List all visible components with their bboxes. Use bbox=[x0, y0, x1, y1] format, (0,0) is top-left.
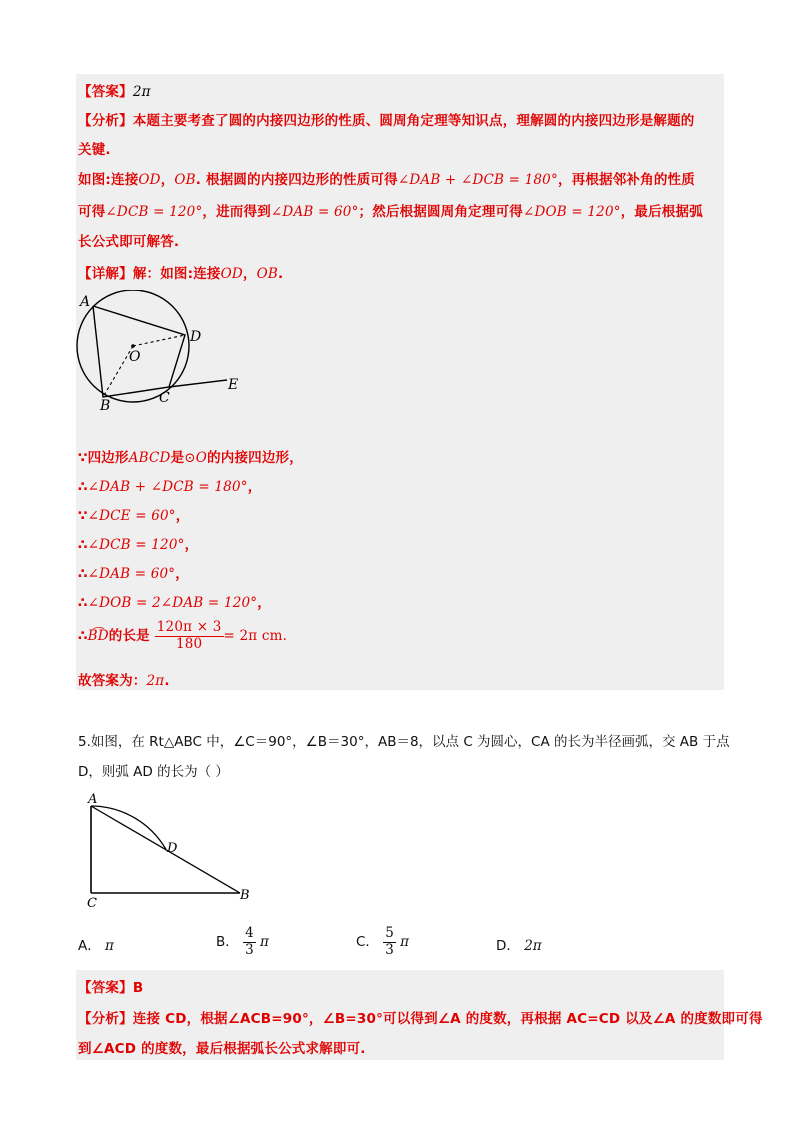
analysis-label: 【分析】 bbox=[78, 113, 133, 129]
p3-text-a: 如图:连接 bbox=[78, 172, 139, 188]
s1-circle-o: ⊙O bbox=[184, 450, 208, 466]
p4-equation-2: ∠DAB = 60° bbox=[270, 204, 359, 220]
p4-equation-3: ∠DOB = 120° bbox=[522, 204, 621, 220]
p3-ob: OB bbox=[174, 172, 196, 188]
detail-end: . bbox=[278, 266, 284, 282]
p4-text-b: ，进而得到 bbox=[202, 204, 271, 220]
option-d-letter: D． bbox=[496, 938, 520, 954]
s8-end: . bbox=[164, 673, 170, 689]
s2-therefore: ∴ bbox=[78, 479, 88, 495]
analysis-line-4 bbox=[78, 200, 703, 220]
option-d[interactable] bbox=[496, 934, 542, 954]
option-a-value: π bbox=[105, 938, 114, 954]
answer-value: 2π bbox=[132, 84, 151, 100]
detail-comma: ， bbox=[242, 266, 257, 282]
step-1 bbox=[78, 446, 303, 466]
analysis-text-1: 本题主要考查了圆的内接四边形的性质、圆周角定理等知识点，理解圆的内接四边形是解题的 bbox=[132, 113, 695, 129]
s1-text-a: ∵四边形 bbox=[78, 450, 129, 466]
option-b-numerator: 4 bbox=[245, 925, 254, 941]
step-2 bbox=[78, 475, 261, 495]
s5-equation: ∠DAB = 60° bbox=[87, 566, 176, 582]
step-8 bbox=[78, 669, 170, 689]
option-c[interactable] bbox=[356, 926, 409, 958]
s4-equation: ∠DCB = 120° bbox=[87, 537, 185, 553]
label-e: E bbox=[228, 377, 239, 393]
detail-text: 解：如图:连接 bbox=[132, 266, 221, 282]
step-7 bbox=[78, 620, 287, 652]
s8-text: 故答案为： bbox=[78, 673, 147, 689]
center-dot bbox=[131, 344, 135, 348]
label-b: B bbox=[100, 398, 111, 412]
answer-line bbox=[78, 80, 151, 100]
s4-therefore: ∴ bbox=[78, 537, 88, 553]
label-a: A bbox=[80, 294, 91, 310]
option-d-value: 2π bbox=[524, 938, 542, 954]
s3-comma: ， bbox=[175, 508, 190, 524]
label-c: C bbox=[159, 390, 170, 406]
option-c-letter: C． bbox=[356, 934, 379, 951]
analysis-line-3 bbox=[78, 168, 695, 188]
answer-label-2: 【答案】 bbox=[78, 980, 133, 996]
analysis-2-line-1 bbox=[78, 1007, 763, 1027]
option-c-denominator: 3 bbox=[385, 941, 394, 958]
s6-therefore: ∴ bbox=[78, 595, 88, 611]
s1-abcd: ABCD bbox=[128, 450, 171, 466]
step-5 bbox=[78, 562, 189, 582]
step-3 bbox=[78, 504, 189, 524]
analysis-line-1 bbox=[78, 109, 695, 129]
label-d: D bbox=[190, 329, 202, 345]
step-6 bbox=[78, 591, 271, 611]
detail-line bbox=[78, 262, 283, 282]
circle-quadrilateral-figure bbox=[72, 290, 272, 412]
label-a: A bbox=[88, 792, 98, 807]
analysis-text-2: 关键. bbox=[78, 142, 111, 158]
option-b-denominator: 3 bbox=[245, 941, 254, 958]
answer-line-2 bbox=[78, 976, 143, 996]
step-4 bbox=[78, 533, 198, 553]
option-b-pi: π bbox=[259, 934, 269, 951]
question-5-line-1: 5.如图，在 Rt△ABC 中，∠C＝90°，∠B＝30°，AB＝8，以点 C 为圆心，CA 的长为半径画弧，交 AB 于点 bbox=[78, 734, 730, 750]
option-b-letter: B． bbox=[216, 934, 239, 951]
detail-ob: OB bbox=[256, 266, 279, 282]
s7-arc-bd: B͡D bbox=[87, 628, 109, 645]
line-ce bbox=[169, 380, 227, 387]
analysis-2-text-2: 到∠ACD 的度数，最后根据弧长公式求解即可. bbox=[78, 1041, 366, 1057]
p4-text-d: ，最后根据弧 bbox=[620, 204, 703, 220]
triangle-figure bbox=[78, 790, 268, 910]
p3-od: OD bbox=[138, 172, 161, 188]
s3-equation: ∠DCE = 60° bbox=[87, 508, 176, 524]
question-5-line-2: D，则弧 AD 的长为（ ） bbox=[78, 764, 229, 780]
s5-comma: ， bbox=[175, 566, 189, 582]
s7-fraction bbox=[155, 620, 224, 652]
s5-therefore: ∴ bbox=[78, 566, 88, 582]
option-b-fraction bbox=[243, 926, 256, 958]
p3-text-b: . 根据圆的内接四边形的性质可得 bbox=[195, 172, 398, 188]
option-a[interactable] bbox=[78, 934, 114, 954]
option-c-fraction bbox=[383, 926, 396, 958]
s7-denominator: 180 bbox=[175, 635, 203, 652]
s6-equation: ∠DOB = 2∠DAB = 120° bbox=[87, 595, 258, 611]
s8-value: 2π bbox=[146, 673, 165, 689]
s7-text: 的长是 bbox=[108, 628, 150, 645]
answer-value-2: B bbox=[132, 980, 144, 996]
detail-label: 【详解】 bbox=[78, 266, 133, 282]
p4-equation-1: ∠DCB = 120° bbox=[105, 204, 203, 220]
analysis-line-5 bbox=[78, 230, 179, 250]
label-o: O bbox=[129, 349, 141, 365]
s7-numerator: 120π × 3 bbox=[156, 619, 222, 635]
option-a-letter: A． bbox=[78, 938, 101, 954]
p3-comma: ， bbox=[160, 172, 175, 188]
s1-text-b: 是 bbox=[170, 450, 185, 466]
answer-label: 【答案】 bbox=[78, 84, 133, 100]
dashed-od bbox=[133, 335, 185, 346]
p3-equation: ∠DAB + ∠DCB = 180° bbox=[397, 172, 558, 188]
s7-therefore: ∴ bbox=[78, 628, 88, 645]
s2-comma: ， bbox=[247, 479, 262, 495]
label-b: B bbox=[240, 888, 250, 903]
analysis-2-line-2 bbox=[78, 1037, 366, 1057]
p4-text-a: 可得 bbox=[78, 204, 106, 220]
detail-od: OD bbox=[220, 266, 243, 282]
s3-because: ∵ bbox=[78, 508, 88, 524]
p5-text: 长公式即可解答. bbox=[78, 234, 180, 250]
option-c-pi: π bbox=[400, 934, 409, 951]
label-d: D bbox=[167, 841, 178, 856]
analysis-label-2: 【分析】 bbox=[78, 1011, 133, 1027]
analysis-line-2 bbox=[78, 138, 111, 158]
p3-text-c: ，再根据邻补角的性质 bbox=[557, 172, 695, 188]
s2-equation: ∠DAB + ∠DCB = 180° bbox=[87, 479, 248, 495]
p4-text-c: ；然后根据圆周角定理可得 bbox=[358, 204, 523, 220]
s4-comma: ， bbox=[184, 537, 199, 553]
option-c-numerator: 5 bbox=[385, 925, 394, 941]
analysis-2-text-1: 连接 CD，根据∠ACB=90°，∠B=30°可以得到∠A 的度数，再根据 AC=CD 以及∠A 的度数即可得 bbox=[132, 1011, 763, 1027]
s7-result: = 2π cm. bbox=[223, 628, 288, 645]
label-c: C bbox=[87, 896, 97, 910]
s6-comma: ， bbox=[257, 595, 271, 611]
s1-text-c: 的内接四边形， bbox=[207, 450, 303, 466]
option-b[interactable] bbox=[216, 926, 269, 958]
